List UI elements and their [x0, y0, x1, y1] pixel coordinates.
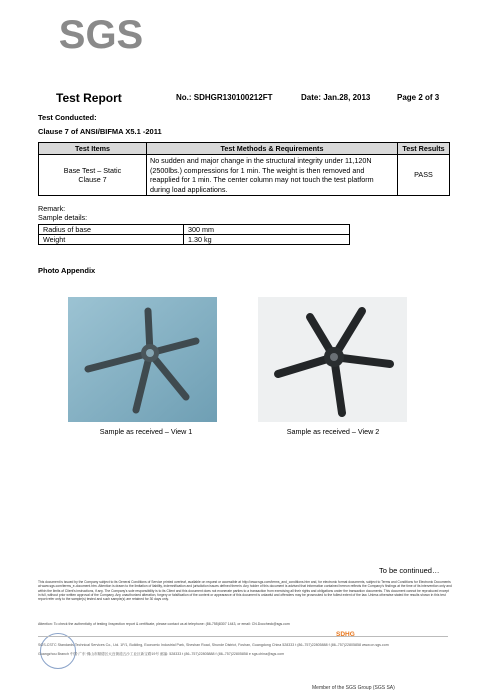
header-test-results: Test Results [398, 143, 450, 155]
results-table [38, 142, 450, 196]
table-row [39, 155, 450, 196]
test-conducted-label: Test Conducted: [38, 113, 97, 122]
sample-details-table [38, 224, 350, 245]
sample-photo-2 [258, 297, 407, 422]
photo-caption-1: Sample as received – View 1 [99, 427, 193, 436]
page-number: Page 2 of 3 [397, 93, 440, 102]
detail-name: Radius of base [39, 225, 184, 235]
table-row [39, 235, 350, 245]
sdhg-label: SDHG [336, 631, 355, 638]
continued-text: To be continued… [379, 566, 440, 575]
test-item-cell: Base Test – Static Clause 7 [39, 155, 147, 196]
test-result-cell: PASS [398, 155, 450, 196]
authenticity-notice: Attention: To check the authenticity of testing /inspection report & certificate, please contact us at telephone: (86-755)8307 1443, or email: CN.Doccheck@sgs.com [38, 622, 290, 626]
report-number: No.: SDHGR130100212FT [176, 93, 273, 102]
detail-value: 300 mm [184, 225, 350, 235]
test-method-cell: No sudden and major change in the structural integrity under 11,120N (2500lbs.) compressions for 1 min. The weight is then removed and reapplied for 1 min. The center column may not touch the test platform during load applications. [147, 155, 398, 196]
company-address-line-1: SGS-CSTC Standards Technical Services Co., Ltd. 1F/1, Building, Economic Industrial Park, Sheshan Road, Shunde District, Foshan, Guangdong China 528333 t (86–757)22805888 f (86–757)22805858 www.cn.sgs.com [38, 643, 389, 647]
remark-label: Remark: [38, 204, 66, 213]
company-address-line-2: Guangzhou Branch 中国·广东·佛山市顺德区大良街道五沙工业区新宝路19号 邮编: 528333 t (86–757)22805888 f (86–757)22805858 e sgs.china@sgs.com [38, 652, 285, 656]
footer-disclaimer: This document is issued by the Company subject to its General Conditions of Service printed overleaf, available on request or accessible at http://www.sgs.com/terms_and_conditions.htm and, for electronic format documents, subject to Terms and Conditions for Electronic Documents at www.sgs.com/terms_e-document.htm. Attention is drawn to the limitation of liability, indemnification and jurisdiction issues defined therein. Any holder of this document is advised that information contained hereon reflects the Company's findings at the time of its intervention only and within the limits of Client's instructions, if any. The Company's sole responsibility is to its Client and this document does not exonerate parties to a transaction from exercising all their rights and obligations under the transaction documents. This document cannot be reproduced except in full, without prior written approval of the Company. Any unauthorized alteration, forgery or falsification of the content or appearance of this document is unlawful and offenders may be prosecuted to the fullest extent of the law. Unless otherwise stated the results shown in this test report refer only to the sample(s) tested and such sample(s) are retained for 30 days only. [38, 580, 452, 602]
detail-name: Weight [39, 235, 184, 245]
photo-appendix-label: Photo Appendix [38, 266, 96, 275]
detail-value: 1.30 kg [184, 235, 350, 245]
sample-photo-1 [68, 297, 217, 422]
report-date: Date: Jan.28, 2013 [301, 93, 371, 102]
sample-details-label: Sample details: [38, 213, 88, 222]
page-title: Test Report [56, 91, 122, 105]
clause-label: Clause 7 of ANSI/BIFMA X5.1 -2011 [38, 127, 162, 136]
footer-divider [38, 636, 448, 637]
table-header-row [39, 143, 450, 155]
photo-caption-2: Sample as received – View 2 [286, 427, 380, 436]
member-of-sgs-group: Member of the SGS Group (SGS SA) [312, 685, 395, 691]
header-test-items: Test Items [39, 143, 147, 155]
svg-text:SGS: SGS [58, 13, 144, 57]
official-seal-icon [40, 633, 76, 669]
table-row [39, 225, 350, 235]
sgs-logo [58, 8, 144, 58]
header-test-methods: Test Methods & Requirements [147, 143, 398, 155]
